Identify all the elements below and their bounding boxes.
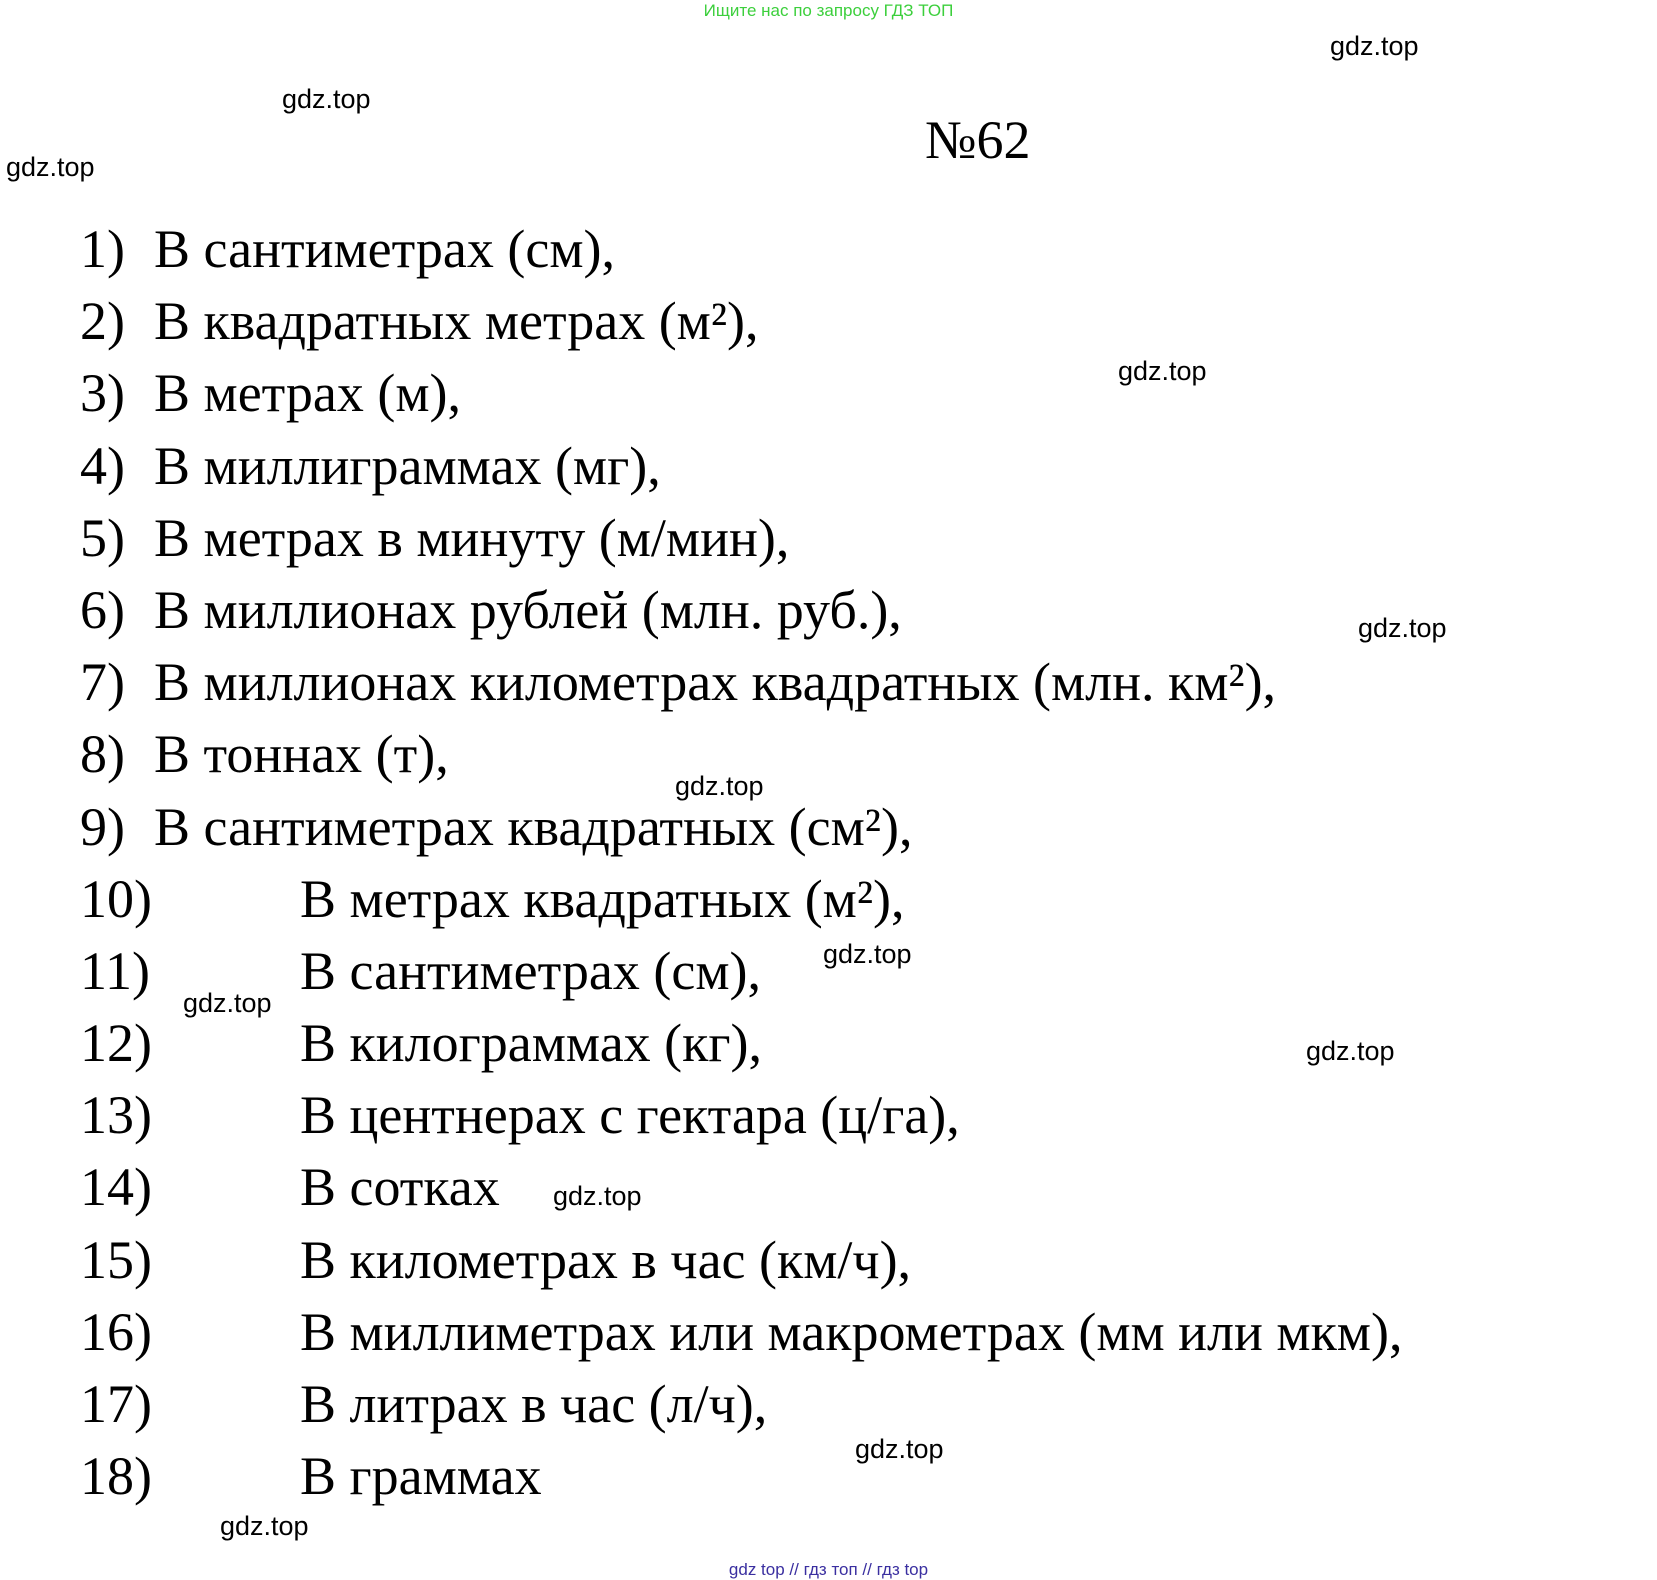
watermark: gdz.top <box>675 771 764 801</box>
item-text: В миллионах рублей (млн. руб.), <box>154 579 902 640</box>
item-text: В сотках <box>300 1157 500 1218</box>
item-text: В граммах <box>300 1446 542 1507</box>
problem-number-title: №62 <box>925 110 1031 170</box>
item-text: В метрах квадратных (м²), <box>300 868 905 929</box>
item-number: 12) <box>80 1013 152 1074</box>
footer: gdz top // гдз топ // гдз top <box>728 1560 929 1579</box>
watermark: gdz.top <box>220 1511 309 1541</box>
item-number: 11) <box>80 940 150 1001</box>
item-text: В миллионах километрах квадратных (млн. км²), <box>154 652 1277 713</box>
watermark: gdz.top <box>1330 31 1419 61</box>
item-number: 7) <box>80 652 125 713</box>
item-number: 16) <box>80 1301 152 1362</box>
item-text: В километрах в час (км/ч), <box>300 1229 912 1290</box>
watermark: gdz.top <box>553 1181 642 1211</box>
item-number: 6) <box>80 579 125 640</box>
watermark: gdz.top <box>823 939 912 969</box>
item-text: В литрах в час (л/ч), <box>300 1374 768 1434</box>
item-number: 3) <box>80 363 125 424</box>
item-text: В сантиметрах (см), <box>300 940 761 1001</box>
watermark: gdz.top <box>6 152 95 182</box>
item-number: 8) <box>80 724 125 785</box>
item-number: 14) <box>80 1157 152 1218</box>
item-text: В метрах (м), <box>154 363 462 424</box>
item-number: 17) <box>80 1374 152 1434</box>
watermark: gdz.top <box>855 1434 944 1464</box>
watermark: gdz.top <box>282 84 371 114</box>
top-banner: Ищите нас по запросу ГДЗ ТОП <box>703 1 954 20</box>
item-number: 2) <box>80 291 125 352</box>
item-text: В сантиметрах квадратных (см²), <box>154 796 913 857</box>
watermark: gdz.top <box>1306 1036 1395 1066</box>
item-text: В центнерах с гектара (ц/га), <box>300 1085 960 1146</box>
watermark: gdz.top <box>1358 613 1447 643</box>
watermark: gdz.top <box>183 988 272 1018</box>
item-text: В квадратных метрах (м²), <box>154 291 759 352</box>
item-number: 1) <box>80 219 125 279</box>
item-text: В метрах в минуту (м/мин), <box>154 507 790 568</box>
item-number: 5) <box>80 507 125 568</box>
item-text: В тоннах (т), <box>154 724 449 785</box>
item-text: В миллиграммах (мг), <box>154 435 661 496</box>
item-number: 9) <box>80 796 125 857</box>
item-number: 15) <box>80 1229 152 1290</box>
item-text: В сантиметрах (см), <box>154 219 615 279</box>
item-number: 10) <box>80 868 152 929</box>
item-text: В килограммах (кг), <box>300 1013 763 1074</box>
item-number: 4) <box>80 435 125 496</box>
item-number: 18) <box>80 1446 152 1507</box>
item-text: В миллиметрах или макрометрах (мм или мкм), <box>300 1301 1403 1362</box>
item-number: 13) <box>80 1085 152 1146</box>
watermark: gdz.top <box>1118 356 1207 386</box>
